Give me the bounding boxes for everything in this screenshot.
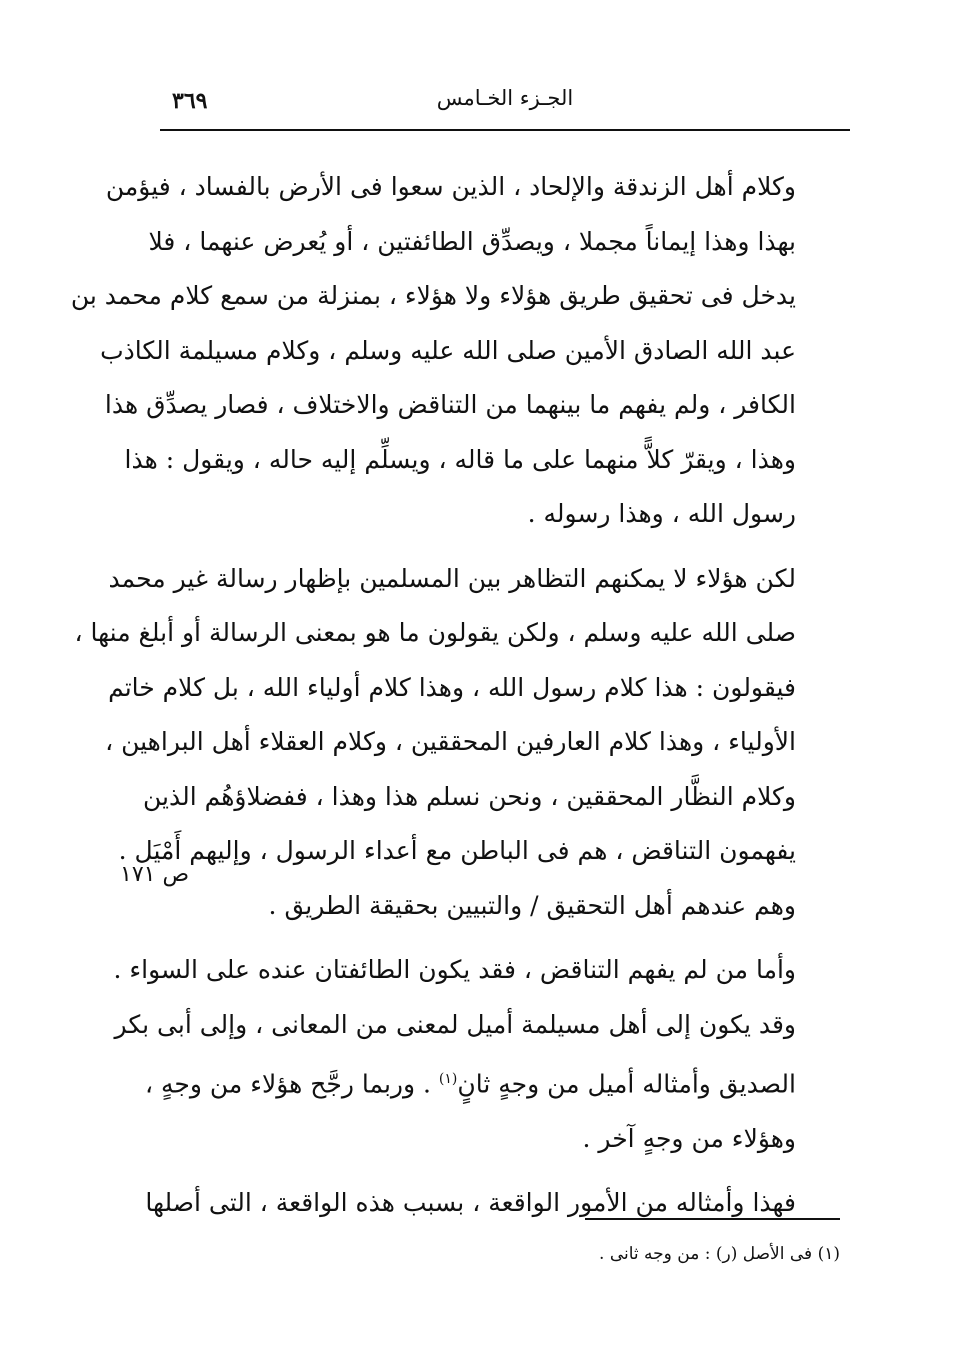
page-header (160, 86, 850, 126)
text-line: وأما من لم يفهم التناقض ، فقد يكون الطائفتان عنده على السواء . (113, 955, 796, 984)
text-line: فيقولون : هذا كلام رسول الله ، وهذا كلام أولياء الله ، بل كلام خاتم (108, 672, 796, 702)
text-line: رسول الله ، وهذا رسوله . (527, 499, 796, 528)
text-segment: الصديق وأمثاله أميل من وجهٍ ثانٍ (457, 1069, 796, 1099)
text-line: وكلام النظَّار المحققين ، ونحن نسلم هذا وهذا ، ففضلاؤهُم الذين (142, 781, 796, 811)
paragraph-3 (113, 943, 838, 1166)
footnote-marker[interactable]: (١) (438, 1071, 458, 1087)
page-number: ٣٦٩ (172, 88, 208, 114)
text-line: وهذا ، ويقرّ كلاًّ منهما على ما قاله ، ويسلِّم إليه حاله ، ويقول : هذا (124, 444, 796, 474)
text-line-with-footnote (144, 1052, 838, 1112)
text-line: وكلام أهل الزندقة والإلحاد ، الذين سعوا فى الأرض بالفساد ، فيؤمن (105, 172, 796, 201)
paragraph-1 (70, 160, 838, 542)
text-line: الكافر ، ولم يفهم ما بينهما من التناقض والاختلاف ، فصار يصدِّق هذا (104, 390, 796, 419)
margin-page-reference: ص ١٧١ (120, 862, 190, 887)
paragraph-4 (145, 1176, 838, 1231)
text-line: عبد الله الصادق الأمين صلى الله عليه وسلم ، وكلام مسيلمة الكاذب (100, 335, 796, 365)
text-line: يفهمون التناقض ، هم فى الباطن مع أعداء الرسول ، وإليهم أَمْيَل . (118, 836, 796, 865)
text-line: وهؤلاء من وجهٍ آخر . (582, 1123, 796, 1153)
header-rule (160, 129, 850, 131)
text-line: الأولياء ، وهذا كلام العارفين المحققين ، وكلام العقلاء أهل البراهين ، (105, 727, 796, 756)
footnote: (١) فى الأصل (ر) : من وجه ثانى . (599, 1244, 840, 1264)
text-line: بهذا وهذا إيماناً مجملا ، ويصدِّق الطائفتين ، أو يُعرض عنهما ، فلا (148, 226, 796, 256)
text-line: وقد يكون إلى أهل مسيلمة أميل لمعنى من المعانى ، وإلى أبى بكر (114, 1009, 796, 1039)
text-line: يدخل فى تحقيق طريق هؤلاء ولا هؤلاء ، بمنزلة من سمع كلام محمد بن (70, 281, 796, 310)
running-title: الجـزء الخـامس (436, 86, 574, 110)
text-line: فهذا وأمثاله من الأمور الواقعة ، بسبب هذه الواقعة ، التى أصلها (145, 1188, 796, 1218)
text-line: صلى الله عليه وسلم ، ولكن يقولون ما هو بمعنى الرسالة أو أبلغ منها ، (74, 618, 796, 647)
text-line: وهم عندهم أهل التحقيق / والتبيين بحقيقة الطريق . (268, 890, 796, 920)
text-segment: . وربما رجَّح هؤلاء من وجهٍ ، (144, 1069, 439, 1099)
footnote-rule (585, 1218, 840, 1220)
text-line: لكن هؤلاء لا يمكنهم التظاهر بين المسلمين بإظهار رسالة غير محمد (108, 563, 796, 593)
